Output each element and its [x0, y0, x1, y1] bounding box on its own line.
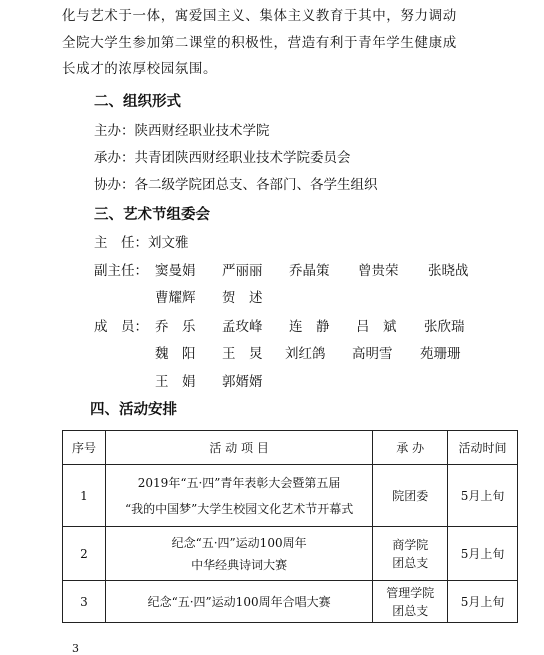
host-line: 院团委 — [392, 488, 429, 503]
deputy-name: 乔晶策 — [289, 263, 330, 279]
table-header-row — [63, 431, 518, 465]
header-cell: 序号 — [63, 431, 106, 465]
activity-line: 2019年“五·四”青年表彰大会暨第五届 — [137, 475, 341, 490]
deputy-name: 曾贵荣 — [358, 263, 399, 279]
host-line: 承办：共青团陕西财经职业技术学院委员会 — [94, 150, 351, 166]
intro-paragraph — [62, 3, 502, 83]
table-row — [63, 581, 518, 623]
activity-cell — [105, 465, 372, 527]
member-name: 王 娟 — [155, 374, 196, 390]
activity-line: 中华经典诗词大赛 — [191, 557, 288, 572]
time-cell: 5月上旬 — [448, 581, 518, 623]
schedule-table — [62, 430, 518, 623]
page-number: 3 — [72, 642, 79, 655]
activity-line: “我的中国梦”大学生校园文化艺术节开幕式 — [124, 501, 354, 516]
activity-line: 纪念“五·四”运动100周年合唱大赛 — [147, 594, 331, 609]
director-row — [94, 231, 189, 251]
co-organizer-line: 协办：各二级学院团总支、各部门、各学生组织 — [94, 177, 378, 193]
row-number: 1 — [63, 465, 106, 527]
header-cell: 承 办 — [373, 431, 448, 465]
deputy-label: 副主任： — [94, 263, 148, 279]
member-name: 孟玫峰 — [222, 319, 263, 335]
host-cell — [373, 581, 448, 623]
member-name: 魏 阳 — [155, 346, 196, 362]
organizer-line: 主办：陕西财经职业技术学院 — [94, 123, 270, 139]
header-cell: 活动时间 — [448, 431, 518, 465]
intro-line: 化与艺术于一体，寓爱国主义、集体主义教育于其中，努力调动 — [62, 8, 457, 24]
member-name: 高明雪 — [352, 346, 393, 362]
row-number: 2 — [63, 527, 106, 581]
activity-line: 纪念“五·四”运动100周年 — [171, 535, 307, 550]
member-name: 王 炅 — [222, 346, 263, 362]
section2-heading: 二、组织形式 — [94, 94, 181, 110]
row-number: 3 — [63, 581, 106, 623]
member-name: 吕 斌 — [356, 319, 397, 335]
member-name: 苑珊珊 — [420, 346, 461, 362]
member-name: 郭婿婿 — [222, 374, 263, 390]
host-cell — [373, 527, 448, 581]
deputy-name: 严丽丽 — [222, 263, 263, 279]
member-name: 连 静 — [289, 319, 330, 335]
table-row — [63, 465, 518, 527]
member-name: 刘红鸽 — [285, 346, 326, 362]
deputy-name: 窦曼娟 — [155, 263, 196, 279]
intro-line: 长成才的浓厚校园氛围。 — [62, 61, 218, 77]
host-cell — [373, 465, 448, 527]
time-cell: 5月上旬 — [448, 527, 518, 581]
member-name: 张欣瑞 — [424, 319, 465, 335]
header-cell: 活 动 项 目 — [105, 431, 372, 465]
director-name: 刘文雅 — [148, 235, 189, 251]
member-name: 乔 乐 — [155, 319, 196, 335]
intro-line: 全院大学生参加第二课堂的积极性，营造有利于青年学生健康成 — [62, 34, 457, 51]
activity-cell — [105, 527, 372, 581]
activity-cell — [105, 581, 372, 623]
deputy-name: 贺 述 — [222, 290, 263, 306]
table-row — [63, 527, 518, 581]
section4-heading: 四、活动安排 — [90, 402, 177, 418]
deputy-name: 张晓战 — [428, 263, 469, 279]
section3-heading: 三、艺术节组委会 — [94, 207, 210, 223]
host-line: 团总支 — [392, 603, 429, 618]
host-line: 管理学院 — [386, 585, 435, 600]
host-line: 商学院 — [392, 537, 429, 552]
deputy-name: 曹耀辉 — [155, 290, 196, 306]
host-line: 团总支 — [392, 555, 429, 570]
director-label: 主 任： — [94, 235, 148, 251]
members-label: 成 员： — [94, 319, 148, 335]
time-cell: 5月上旬 — [448, 465, 518, 527]
